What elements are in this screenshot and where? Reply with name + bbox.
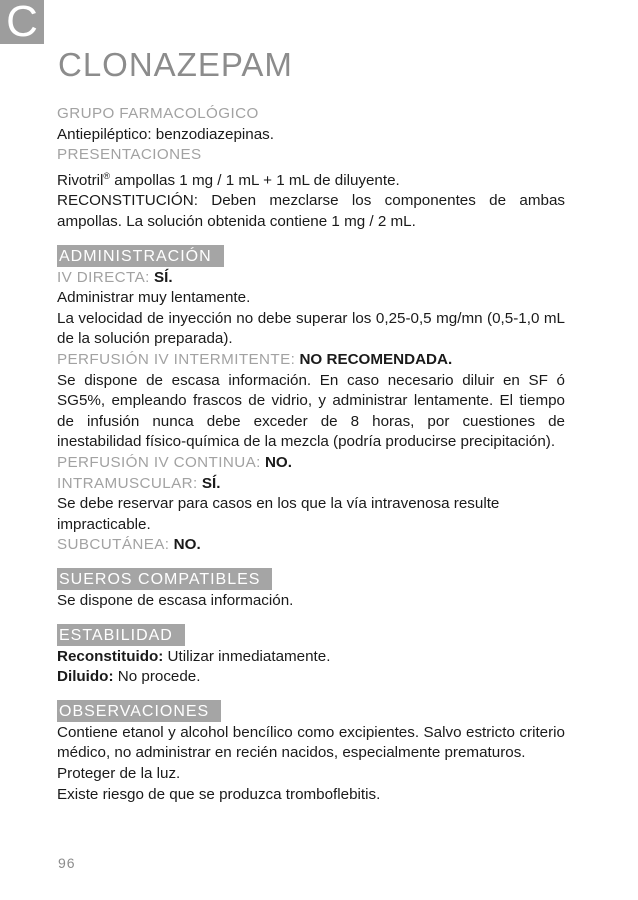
presentaciones-label: PRESENTACIONES	[57, 146, 202, 164]
iv-directa-text-1: Administrar muy lentamente.	[57, 289, 251, 307]
reconstitucion-paragraph	[57, 191, 565, 232]
perfusion-continua-label: PERFUSIÓN IV CONTINUA:	[57, 453, 261, 471]
subcutanea-value: NO.	[173, 536, 201, 554]
reconstitucion-text: Deben mezclarse los componentes de ambas ampollas. La solución obtenida contiene 1 mg / 2 mL.	[57, 192, 565, 231]
perfusion-intermitente-line	[57, 350, 565, 371]
sueros-compatibles-header: SUEROS COMPATIBLES	[57, 568, 272, 590]
perfusion-intermitente-value: NO RECOMENDADA.	[299, 351, 453, 368]
perfusion-intermitente-label: PERFUSIÓN IV INTERMITENTE:	[57, 351, 296, 368]
subcutanea-line	[57, 535, 565, 556]
iv-directa-line	[57, 268, 565, 289]
presentaciones-detail: ampollas 1 mg / 1 mL + 1 mL de diluyente.	[110, 171, 400, 189]
diluido-label: Diluido:	[57, 668, 114, 686]
page-number: 96	[58, 855, 76, 871]
intramuscular-line	[57, 474, 565, 495]
grupo-farmacologico-text: Antiepiléptico: benzodiazepinas.	[57, 125, 274, 143]
estabilidad-diluido-line	[57, 667, 565, 688]
diluido-text: No procede.	[113, 668, 201, 686]
intramuscular-value: SÍ.	[201, 474, 221, 492]
reconstituido-label: Reconstituido:	[57, 647, 164, 665]
observaciones-header: OBSERVACIONES	[57, 700, 221, 722]
intramuscular-label: INTRAMUSCULAR:	[57, 474, 198, 492]
estabilidad-header: ESTABILIDAD	[57, 624, 185, 646]
perfusion-intermitente-text: Se dispone de escasa información. En caso necesario diluir en SF ó SG5%, empleando frascos de vidrio, y administrar lentamente. El tiempo de infusión nunca debe exceder de 8 horas, por cuestiones de inestabilidad físico-química de la mezcla (podría producirse precipitación).	[57, 371, 565, 451]
observaciones-text-1: Contiene etanol y alcohol bencílico como excipientes. Salvo estricto criterio médico, no administrar en recién nacidos, especialmente prematuros.	[57, 723, 565, 762]
presentaciones-text	[57, 166, 565, 192]
estabilidad-reconstituido-line	[57, 647, 565, 668]
reconstituido-text: Utilizar inmediatamente.	[163, 647, 331, 665]
perfusion-continua-value: NO.	[264, 453, 292, 471]
subcutanea-label: SUBCUTÁNEA:	[57, 536, 170, 554]
intramuscular-text: Se debe reservar para casos en los que la vía intravenosa resulte impracticable.	[57, 495, 500, 533]
monograph-content	[57, 104, 565, 805]
perfusion-continua-line	[57, 453, 565, 474]
section-tab-letter: C	[0, 0, 44, 44]
observaciones-text-2: Proteger de la luz.	[57, 764, 181, 782]
page-title: CLONAZEPAM	[58, 46, 293, 83]
iv-directa-text-2: La velocidad de inyección no debe superar los 0,25-0,5 mg/mn (0,5-1,0 mL de la solución preparada).	[57, 309, 565, 348]
iv-directa-label: IV DIRECTA:	[57, 268, 150, 286]
registered-mark: ®	[103, 170, 111, 181]
reconstitucion-label: RECONSTITUCIÓN:	[57, 192, 198, 210]
iv-directa-value: SÍ.	[153, 268, 173, 286]
brand-name: Rivotril	[57, 171, 104, 189]
grupo-farmacologico-label: GRUPO FARMACOLÓGICO	[57, 105, 259, 122]
sueros-compatibles-text: Se dispone de escasa información.	[57, 591, 294, 609]
observaciones-text-3: Existe riesgo de que se produzca tromboflebitis.	[57, 785, 381, 803]
administracion-header: ADMINISTRACIÓN	[57, 245, 224, 267]
